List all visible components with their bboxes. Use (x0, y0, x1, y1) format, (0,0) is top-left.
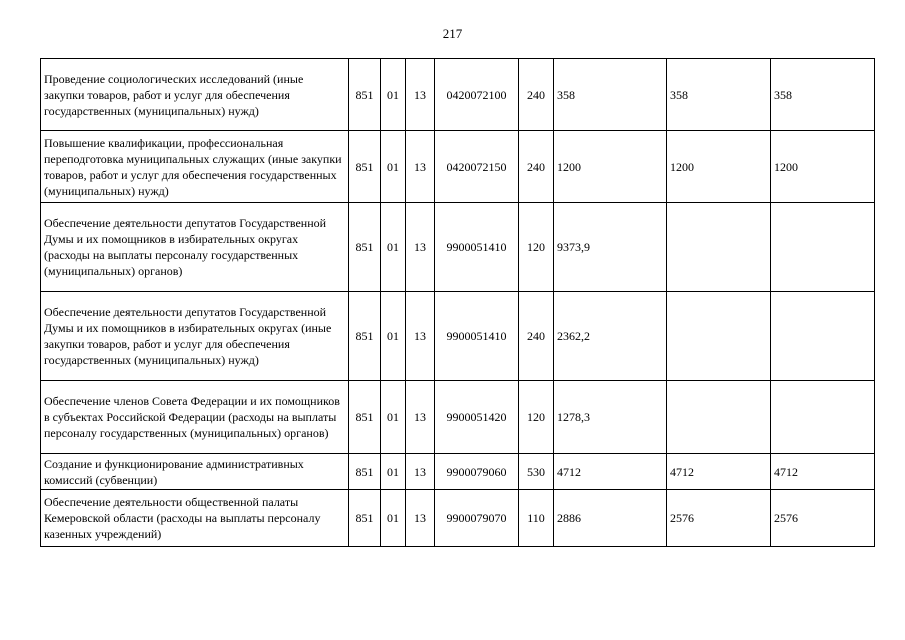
ministry-code: 851 (349, 59, 381, 131)
amount-year-2 (667, 292, 771, 381)
amount-year-3 (771, 381, 875, 454)
target-code: 9900051410 (435, 203, 519, 292)
section-code: 01 (381, 59, 406, 131)
section-code: 01 (381, 203, 406, 292)
row-name: Повышение квалификации, профессиональная переподготовка муниципальных служащих (иные закупки товаров, работ и услуг для обеспечения государственных (муниципальных) нужд) (41, 131, 349, 203)
amount-year-3: 358 (771, 59, 875, 131)
expense-code: 530 (519, 454, 554, 490)
subsection-code: 13 (406, 381, 435, 454)
amount-year-3 (771, 292, 875, 381)
section-code: 01 (381, 292, 406, 381)
amount-year-3 (771, 203, 875, 292)
table-row (41, 203, 875, 292)
table-row (41, 292, 875, 381)
amount-year-2 (667, 203, 771, 292)
table-row (41, 59, 875, 131)
subsection-code: 13 (406, 203, 435, 292)
table-row (41, 131, 875, 203)
target-code: 9900051410 (435, 292, 519, 381)
target-code: 9900051420 (435, 381, 519, 454)
target-code: 9900079060 (435, 454, 519, 490)
table-row (41, 454, 875, 490)
amount-year-1: 2886 (554, 490, 667, 547)
amount-year-3: 4712 (771, 454, 875, 490)
ministry-code: 851 (349, 203, 381, 292)
amount-year-1: 2362,2 (554, 292, 667, 381)
subsection-code: 13 (406, 131, 435, 203)
amount-year-3: 1200 (771, 131, 875, 203)
expense-code: 240 (519, 131, 554, 203)
amount-year-1: 9373,9 (554, 203, 667, 292)
amount-year-1: 358 (554, 59, 667, 131)
expense-code: 120 (519, 381, 554, 454)
amount-year-1: 1200 (554, 131, 667, 203)
amount-year-2: 1200 (667, 131, 771, 203)
amount-year-3: 2576 (771, 490, 875, 547)
row-name: Проведение социологических исследований (иные закупки товаров, работ и услуг для обеспечения государственных (муниципальных) нужд) (41, 59, 349, 131)
row-name: Обеспечение деятельности депутатов Государственной Думы и их помощников в избирательных округах (расходы на выплаты персоналу государственных (муниципальных) органов) (41, 203, 349, 292)
row-name: Обеспечение членов Совета Федерации и их помощников в субъектах Российской Федерации (расходы на выплаты персоналу государственных (муниципальных) органов) (41, 381, 349, 454)
amount-year-2: 358 (667, 59, 771, 131)
subsection-code: 13 (406, 59, 435, 131)
budget-table (40, 58, 875, 547)
table-row (41, 381, 875, 454)
section-code: 01 (381, 131, 406, 203)
ministry-code: 851 (349, 381, 381, 454)
ministry-code: 851 (349, 292, 381, 381)
amount-year-2 (667, 381, 771, 454)
amount-year-1: 1278,3 (554, 381, 667, 454)
ministry-code: 851 (349, 454, 381, 490)
target-code: 0420072150 (435, 131, 519, 203)
section-code: 01 (381, 454, 406, 490)
row-name: Обеспечение деятельности общественной палаты Кемеровской области (расходы на выплаты персоналу казенных учреждений) (41, 490, 349, 547)
target-code: 9900079070 (435, 490, 519, 547)
amount-year-2: 2576 (667, 490, 771, 547)
expense-code: 110 (519, 490, 554, 547)
subsection-code: 13 (406, 490, 435, 547)
row-name: Обеспечение деятельности депутатов Государственной Думы и их помощников в избирательных округах (иные закупки товаров, работ и услуг для обеспечения государственных (муниципальных) нужд) (41, 292, 349, 381)
section-code: 01 (381, 381, 406, 454)
amount-year-1: 4712 (554, 454, 667, 490)
table-row (41, 490, 875, 547)
section-code: 01 (381, 490, 406, 547)
subsection-code: 13 (406, 454, 435, 490)
page-number: 217 (442, 26, 463, 41)
expense-code: 240 (519, 59, 554, 131)
amount-year-2: 4712 (667, 454, 771, 490)
target-code: 0420072100 (435, 59, 519, 131)
ministry-code: 851 (349, 131, 381, 203)
expense-code: 240 (519, 292, 554, 381)
row-name: Создание и функционирование административных комиссий (субвенции) (41, 454, 349, 490)
subsection-code: 13 (406, 292, 435, 381)
expense-code: 120 (519, 203, 554, 292)
ministry-code: 851 (349, 490, 381, 547)
